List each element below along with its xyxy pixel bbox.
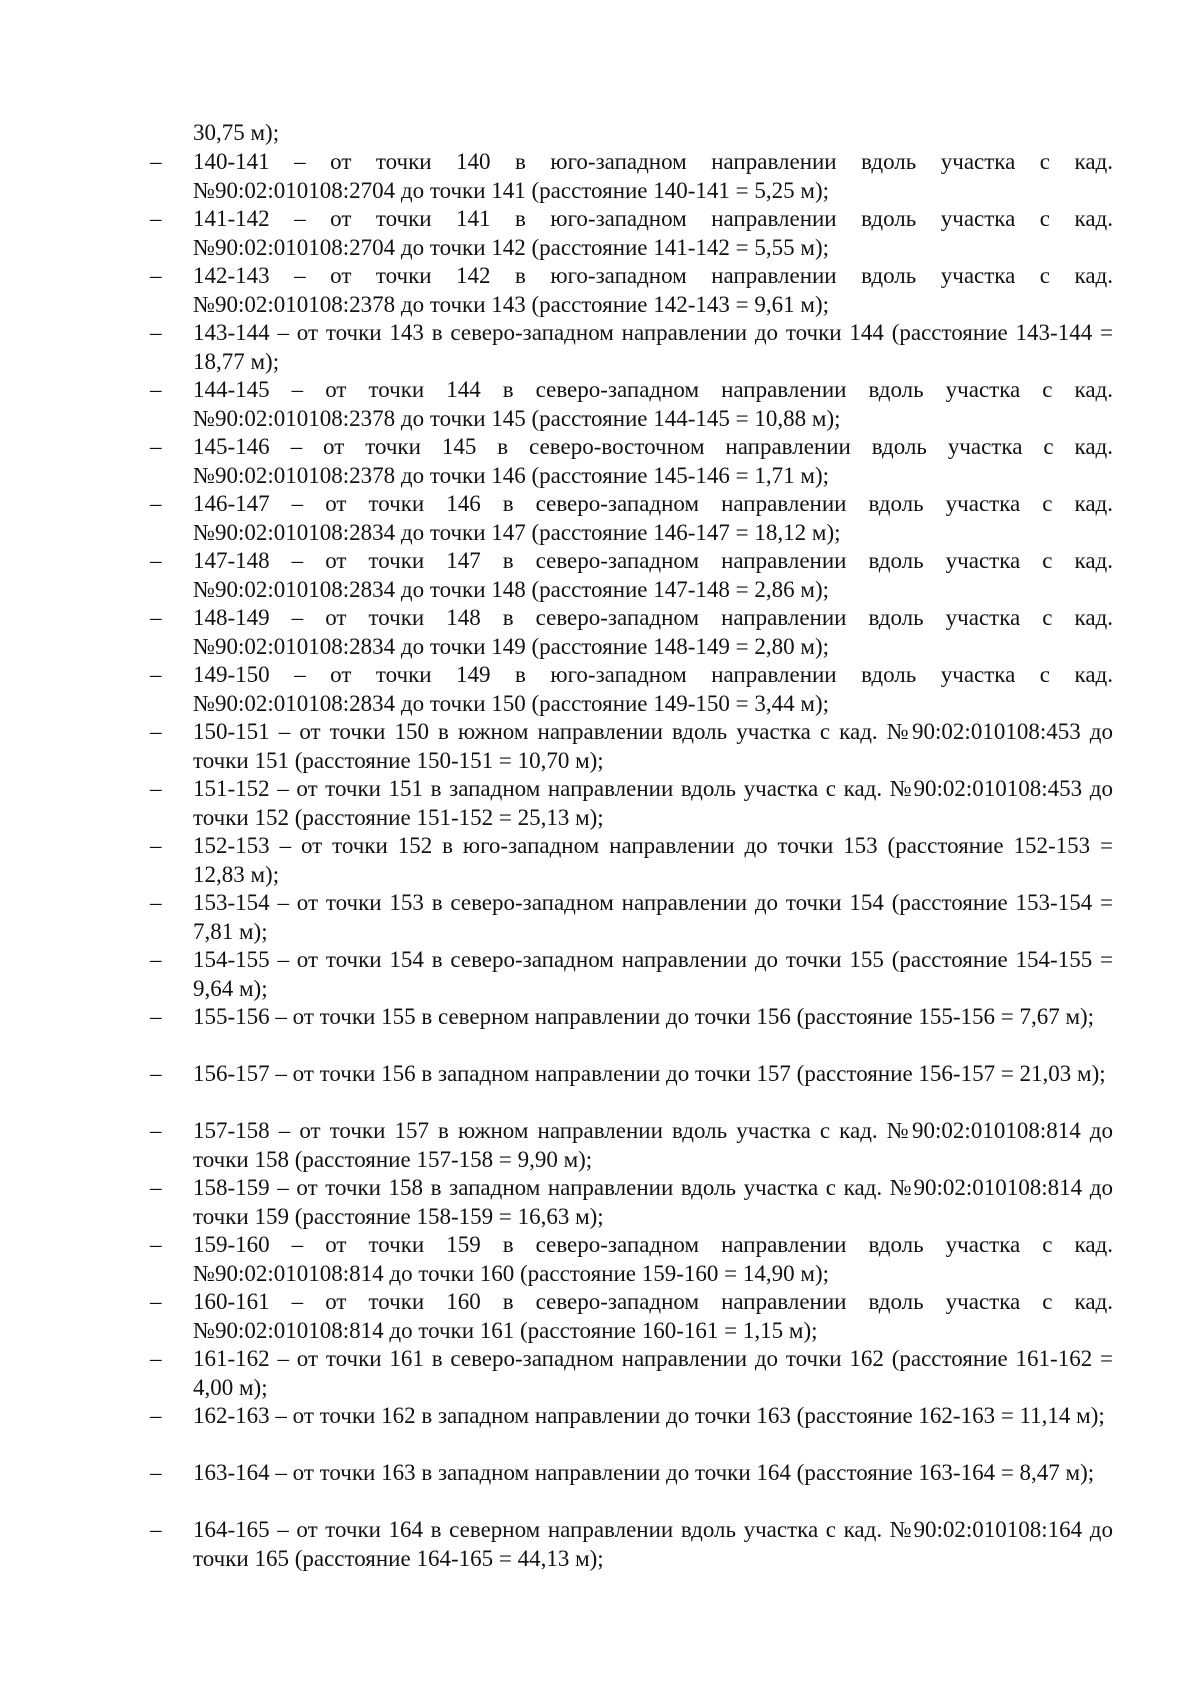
- list-item: [0, 946, 1113, 1003]
- segment-description: 145-146 – от точки 145 в северо-восточном направлении вдоль участка с кад. №90:02:010108:2378 до точки 146 (расстояние 145-146 = 1,71 м);: [193, 434, 1113, 488]
- list-dash: –: [150, 947, 162, 972]
- list-dash: –: [150, 434, 162, 459]
- list-item: [0, 262, 1113, 319]
- list-dash: –: [150, 1403, 162, 1428]
- segment-description: 163-164 – от точки 163 в западном направлении до точки 164 (расстояние 163-164 = 8,47 м);: [193, 1460, 1095, 1485]
- list-item: [0, 1516, 1113, 1573]
- list-dash: –: [150, 320, 162, 345]
- continuation-line: 30,75 м);: [193, 120, 280, 145]
- list-dash: –: [150, 1061, 162, 1086]
- segment-description: 151-152 – от точки 151 в западном направлении вдоль участка с кад. №90:02:010108:453 до точки 152 (расстояние 151-152 = 25,13 м);: [193, 776, 1113, 830]
- list-item: [0, 718, 1113, 775]
- list-item: [0, 1345, 1113, 1402]
- segment-description: 155-156 – от точки 155 в северном направлении до точки 156 (расстояние 155-156 = 7,67 м);: [193, 1004, 1095, 1029]
- segment-description: 141-142 – от точки 141 в юго-западном направлении вдоль участка с кад. №90:02:010108:2704 до точки 142 (расстояние 141-142 = 5,55 м);: [193, 206, 1113, 260]
- list-item: [0, 319, 1113, 376]
- list-dash: –: [150, 1517, 162, 1542]
- list-dash: –: [150, 206, 162, 231]
- list-dash: –: [150, 833, 162, 858]
- list-item: [0, 1174, 1113, 1231]
- segment-description: 160-161 – от точки 160 в северо-западном направлении вдоль участка с кад. №90:02:010108:814 до точки 161 (расстояние 160-161 = 1,15 м);: [193, 1289, 1113, 1343]
- list-item: [0, 1117, 1113, 1174]
- segment-description: 148-149 – от точки 148 в северо-западном направлении вдоль участка с кад. №90:02:010108:2834 до точки 149 (расстояние 148-149 = 2,80 м);: [193, 605, 1113, 659]
- list-item: [0, 775, 1113, 832]
- list-item: [0, 1231, 1113, 1288]
- list-item: [0, 1402, 1113, 1459]
- segment-description: 158-159 – от точки 158 в западном направлении вдоль участка с кад. №90:02:010108:814 до точки 159 (расстояние 158-159 = 16,63 м);: [193, 1175, 1113, 1229]
- list-item: [0, 1003, 1113, 1060]
- segment-description: 162-163 – от точки 162 в западном направлении до точки 163 (расстояние 162-163 = 11,14 м);: [193, 1403, 1105, 1428]
- list-item: [0, 1060, 1113, 1117]
- segment-description: 161-162 – от точки 161 в северо-западном направлении до точки 162 (расстояние 161-162 = 4,00 м);: [193, 1346, 1113, 1400]
- list-item: [0, 1288, 1113, 1345]
- list-dash: –: [150, 1289, 162, 1314]
- segment-description: 142-143 – от точки 142 в юго-западном направлении вдоль участка с кад. №90:02:010108:2378 до точки 143 (расстояние 142-143 = 9,61 м);: [193, 263, 1113, 317]
- segment-description: 144-145 – от точки 144 в северо-западном направлении вдоль участка с кад. №90:02:010108:2378 до точки 145 (расстояние 144-145 = 10,88 м);: [193, 377, 1113, 431]
- list-dash: –: [150, 1460, 162, 1485]
- segment-description: 164-165 – от точки 164 в северном направлении вдоль участка с кад. №90:02:010108:164 до точки 165 (расстояние 164-165 = 44,13 м);: [193, 1517, 1113, 1571]
- list-item: [0, 547, 1113, 604]
- list-dash: –: [150, 605, 162, 630]
- list-item: [0, 889, 1113, 946]
- boundary-segment-list: [0, 148, 1200, 1573]
- segment-description: 157-158 – от точки 157 в южном направлении вдоль участка с кад. №90:02:010108:814 до точки 158 (расстояние 157-158 = 9,90 м);: [193, 1118, 1113, 1172]
- list-item: [0, 490, 1113, 547]
- segment-description: 140-141 – от точки 140 в юго-западном направлении вдоль участка с кад. №90:02:010108:2704 до точки 141 (расстояние 140-141 = 5,25 м);: [193, 149, 1113, 203]
- list-dash: –: [150, 1346, 162, 1371]
- list-item: [0, 376, 1113, 433]
- segment-description: 152-153 – от точки 152 в юго-западном направлении до точки 153 (расстояние 152-153 = 12,83 м);: [193, 833, 1113, 887]
- segment-description: 156-157 – от точки 156 в западном направлении до точки 157 (расстояние 156-157 = 21,03 м);: [193, 1061, 1106, 1086]
- list-dash: –: [150, 1232, 162, 1257]
- list-dash: –: [150, 1175, 162, 1200]
- segment-description: 147-148 – от точки 147 в северо-западном направлении вдоль участка с кад. №90:02:010108:2834 до точки 148 (расстояние 147-148 = 2,86 м);: [193, 548, 1113, 602]
- list-dash: –: [150, 719, 162, 744]
- segment-description: 159-160 – от точки 159 в северо-западном направлении вдоль участка с кад. №90:02:010108:814 до точки 160 (расстояние 159-160 = 14,90 м);: [193, 1232, 1113, 1286]
- segment-description: 153-154 – от точки 153 в северо-западном направлении до точки 154 (расстояние 153-154 = 7,81 м);: [193, 890, 1113, 944]
- segment-description: 149-150 – от точки 149 в юго-западном направлении вдоль участка с кад. №90:02:010108:2834 до точки 150 (расстояние 149-150 = 3,44 м);: [193, 662, 1113, 716]
- list-dash: –: [150, 662, 162, 687]
- list-item: [0, 604, 1113, 661]
- list-dash: –: [150, 263, 162, 288]
- list-dash: –: [150, 491, 162, 516]
- list-dash: –: [150, 149, 162, 174]
- list-dash: –: [150, 1118, 162, 1143]
- list-dash: –: [150, 548, 162, 573]
- list-item: [0, 832, 1113, 889]
- segment-description: 154-155 – от точки 154 в северо-западном направлении до точки 155 (расстояние 154-155 = 9,64 м);: [193, 947, 1113, 1001]
- segment-description: 150-151 – от точки 150 в южном направлении вдоль участка с кад. №90:02:010108:453 до точки 151 (расстояние 150-151 = 10,70 м);: [193, 719, 1113, 773]
- list-item: [0, 205, 1113, 262]
- list-dash: –: [150, 1004, 162, 1029]
- list-item: [0, 1459, 1113, 1516]
- list-item: [0, 433, 1113, 490]
- list-dash: –: [150, 776, 162, 801]
- segment-description: 146-147 – от точки 146 в северо-западном направлении вдоль участка с кад. №90:02:010108:2834 до точки 147 (расстояние 146-147 = 18,12 м);: [193, 491, 1113, 545]
- list-item: [0, 148, 1113, 205]
- list-item: [0, 661, 1113, 718]
- segment-description: 143-144 – от точки 143 в северо-западном направлении до точки 144 (расстояние 143-144 = 18,77 м);: [193, 320, 1113, 374]
- list-dash: –: [150, 377, 162, 402]
- list-dash: –: [150, 890, 162, 915]
